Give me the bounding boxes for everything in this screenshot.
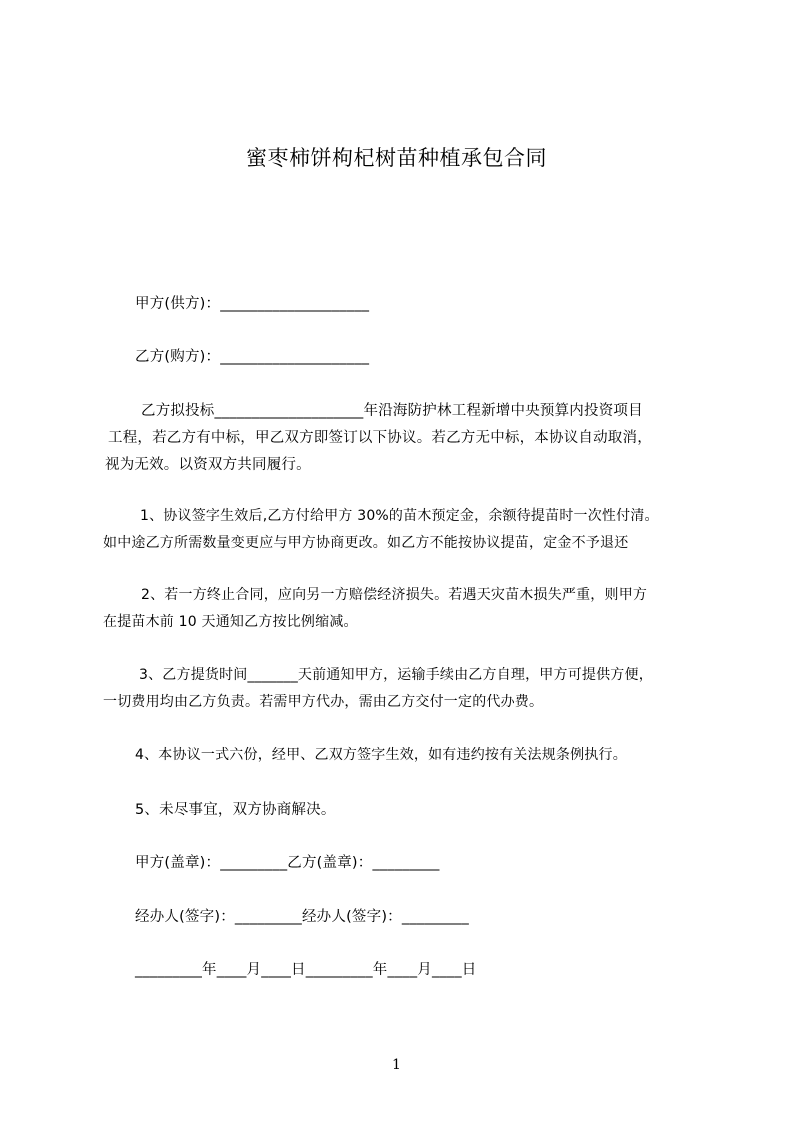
date-line: _________年____月____日_________年____月____日: [135, 962, 477, 978]
clause-1-line-2: 如中途乙方所需数量变更应与甲方协商更改。如乙方不能按协议提苗，定金不予退还: [103, 535, 629, 551]
intro-line-3: 视为无效。以资双方共同履行。: [105, 457, 311, 473]
party-a-line: 甲方(供方)：____________________: [135, 296, 370, 312]
clause-2-line-1: 2、若一方终止合同，应向另一方赔偿经济损失。若遇天灾苗木损失严重，则甲方: [141, 587, 648, 603]
document-title: 蜜枣柿饼枸杞树苗种植承包合同: [246, 146, 547, 170]
intro-line-1: 乙方拟投标____________________年沿海防护林工程新增中央预算内投资项目: [141, 403, 643, 419]
clause-2-line-2: 在提苗木前 10 天通知乙方按比例缩减。: [103, 614, 358, 630]
clause-3-line-1: 3、乙方提货时间_______天前通知甲方，运输手续由乙方自理，甲方可提供方便，: [139, 667, 653, 683]
party-b-line: 乙方(购方)：____________________: [135, 349, 370, 365]
intro-line-2: 工程，若乙方有中标，甲乙双方即签订以下协议。若乙方无中标，本协议自动取消，: [108, 430, 652, 446]
clause-3-line-2: 一切费用均由乙方负责。若需甲方代办，需由乙方交付一定的代办费。: [103, 694, 544, 710]
seal-line: 甲方(盖章)：_________乙方(盖章)：_________: [135, 855, 440, 871]
page-number: 1: [392, 1057, 401, 1073]
clause-5-line: 5、未尽事宜，双方协商解决。: [135, 802, 336, 818]
signer-line: 经办人(签字)：_________经办人(签字)：_________: [135, 909, 469, 925]
clause-4-line: 4、本协议一式六份，经甲、乙双方签字生效，如有违约按有关法规条例执行。: [135, 747, 627, 763]
clause-1-line-1: 1、协议签字生效后,乙方付给甲方 30%的苗木预定金，余额待提苗时一次性付清。: [140, 508, 659, 524]
